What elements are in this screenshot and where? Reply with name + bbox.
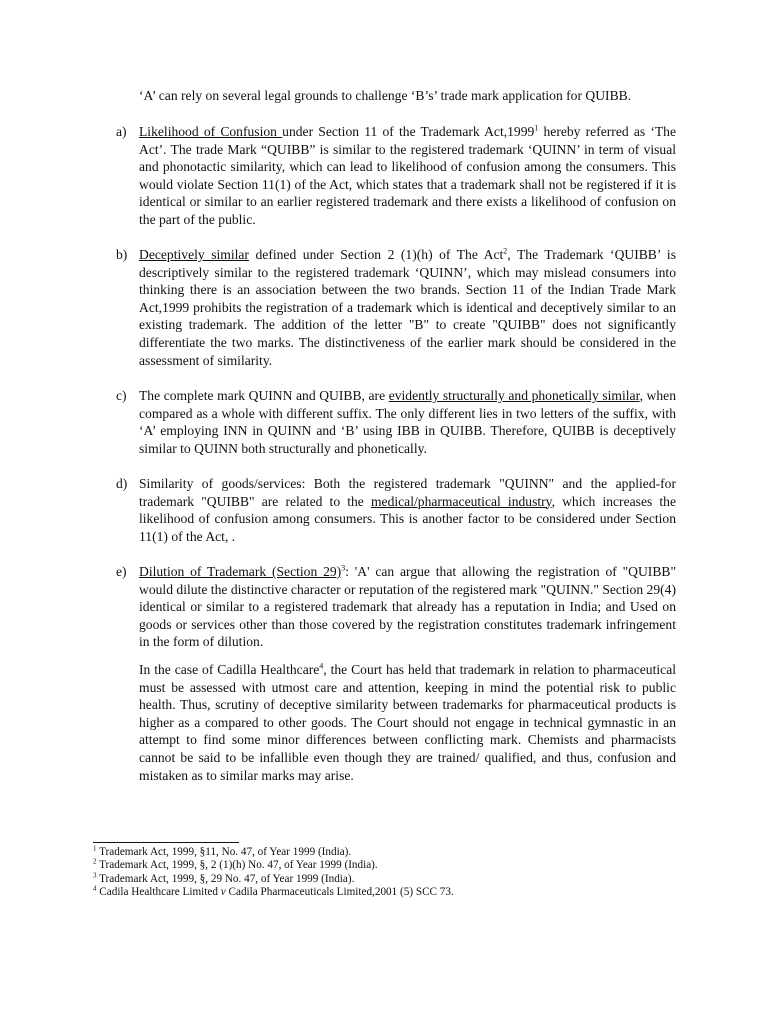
underlined-phrase: medical/pharmaceutical industry [370, 493, 552, 509]
footnote-separator [93, 842, 239, 843]
footnote-ref: 4 [319, 661, 324, 671]
footnote-4: $^4$ Cadila Healthcare Limited v Cadila Pharmaceuticals Limited,2001 (5) SCC 73. [93, 884, 454, 899]
item-d-text: Similarity of goods/services: Both the registered trademark "QUINN" and the applied-for trademark "QUIBB" are related to the medical/pharmaceutical industry, which increases the likelihood of confusion among consumers. This is another factor to be considered under Section 11(1) of the Act, . [139, 476, 676, 544]
item-c-text: The complete mark QUINN and QUIBB, are evidently structurally and phonetically similar, when compared as a whole with different suffix. The only different lies in two letters of the suffix, with ‘A’ employing INN in QUINN and ‘B’ using IBB in QUIBB. Therefore, QUIBB is deceptively similar to QUINN both structurally and phonetically. [139, 388, 677, 456]
item-e-case-paragraph: In the case of Cadilla Healthcare$^4$, the Court has held that trademark in relation to pharmaceutical must be assessed with utmost care and attention, keeping in mind the potential risk to public health. Thus, scrutiny of deceptive similarity between trademarks for pharmaceutical products is higher as a compared to other goods. The Court should not engage in technical gymnastic in an attempt to find some minor differences between conflicting mark. Chemists and pharmacists cannot be said to be infallible even though they are trained/ qualified, and thus, confusion and mistaken as to similar marks may arise. [139, 661, 676, 783]
footnotes [93, 846, 693, 900]
item-b-text: Deceptively similar defined under Section 2 (1)(h) of The Act$^2$, The Trademark ‘QUIBB’ is descriptively similar to the registered trademark ‘QUINN’, which may mislead consumers into thinking there is an association between the two brands. Section 11 of the Indian Trade Mark Act,1999 prohibits the registration of a trademark which is identical and deceptively similar to an existing trademark. The addition of the letter "B" to create "QUIBB" does not significantly differentiate the two marks. The distinctiveness of the earlier mark should be considered in the assessment of similarity. [139, 246, 676, 368]
item-e-text: Dilution of Trademark (Section 29)$^3$: 'A' can argue that allowing the registration of "QUIBB" would dilute the distinctive character or reputation of the registered mark "QUINN." Section 29(4) identical or similar to a registered trademark that already has a reputation in India; and Used on goods or services other than those covered by the registration constitutes trademark infringement in the form of dilution. [139, 563, 677, 650]
underlined-phrase: evidently structurally and phonetically similar [388, 388, 640, 403]
item-heading: Dilution of Trademark (Section 29) [139, 564, 342, 579]
item-heading: Likelihood of Confusion [139, 124, 283, 139]
list-item-d [116, 475, 676, 545]
footnote-ref: 1 [534, 123, 539, 133]
list-marker: c) [116, 388, 127, 403]
list-marker: a) [116, 124, 127, 139]
list-item-c [116, 387, 676, 457]
list-item-a [116, 123, 676, 229]
footnote-ref: 3 [341, 563, 346, 573]
list-item-e [116, 563, 676, 784]
footnote-1: $^1$ Trademark Act, 1999, §11, No. 47, of Year 1999 (India). [93, 844, 352, 858]
item-a-text: Likelihood of Confusion under Section 11 of the Trademark Act,1999$^1$ hereby referred as ‘The Act’. The trade Mark “QUIBB” is similar to the registered trademark ‘QUINN’ in term of visual and phonotactic similarity, which can lead to likelihood of confusion among the consumers. This would violate Section 11(1) of the Act, which states that a trademark shall not be registered if it is identical or similar to an earlier registered trademark and there exists a likelihood of confusion on the part of the public. [139, 123, 676, 227]
list-item-b [116, 246, 676, 369]
list-marker: d) [116, 476, 128, 491]
footnote-3: $^3$ Trademark Act, 1999, §, 29 No. 47, of Year 1999 (India). [93, 871, 355, 885]
intro-paragraph: ‘A’ can rely on several legal grounds to challenge ‘B’s’ trade mark application for QUIBB. [139, 88, 632, 103]
list-marker: b) [116, 247, 128, 262]
footnote-ref: 2 [503, 246, 508, 256]
list-marker: e) [116, 564, 127, 579]
item-heading: Deceptively similar [139, 247, 249, 262]
footnote-2: $^2$ Trademark Act, 1999, §, 2 (1)(h) No. 47, of Year 1999 (India). [93, 857, 378, 872]
